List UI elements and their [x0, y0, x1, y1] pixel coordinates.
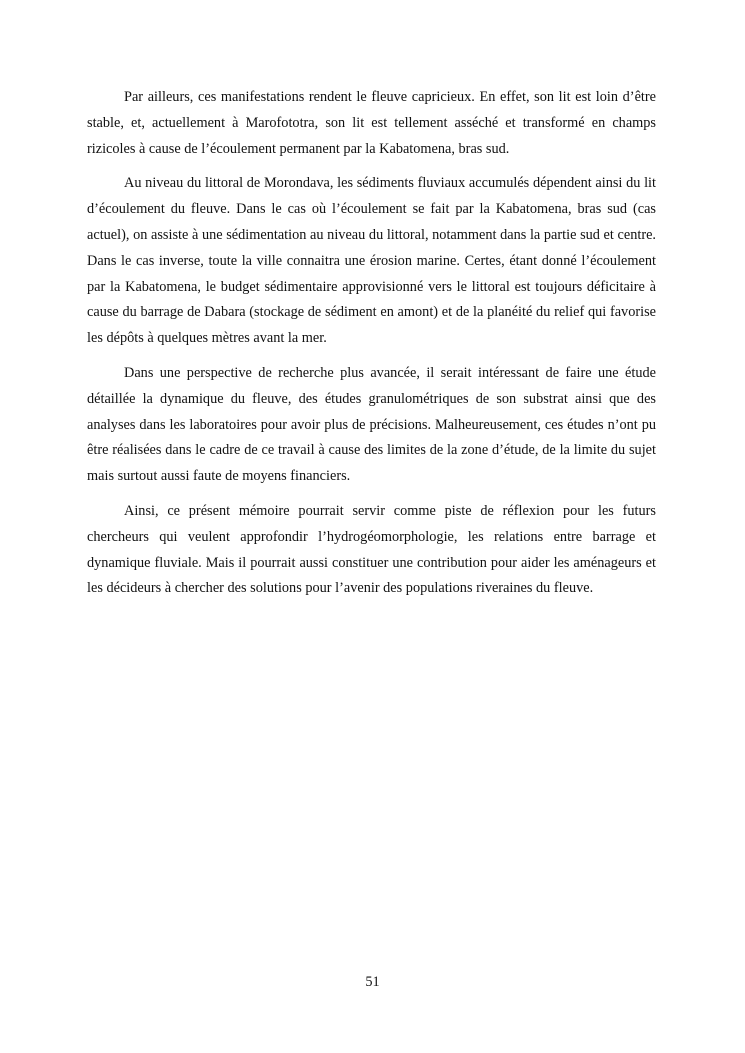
paragraph: Par ailleurs, ces manifestations rendent le fleuve capricieux. En effet, son lit est loin d’être stable, et, actuellement à Marofototra, son lit est tellement asséché et transformé en champs rizicoles à cause de l’écoulement permanent par la Kabatomena, bras sud. — [87, 89, 656, 157]
page-number: 51 — [365, 974, 380, 990]
paragraph: Au niveau du littoral de Morondava, les sédiments fluviaux accumulés dépendent ainsi du lit d’écoulement du fleuve. Dans le cas où l’écoulement se fait par la Kabatomena, bras sud (cas actuel), on assiste à une sédimentation au niveau du littoral, notamment dans la partie sud et centre. Dans le cas inverse, toute la ville connaitra une érosion marine. Certes, étant donné l’écoulement par la Kabatomena, le budget sédimentaire approvisionné vers le littoral est toujours déficitaire à cause du barrage de Dabara (stockage de sédiment en amont) et de la planéité du relief qui favorise les dépôts à quelques mètres avant la mer. — [87, 175, 656, 347]
paragraph: Dans une perspective de recherche plus avancée, il serait intéressant de faire une étude détaillée la dynamique du fleuve, des études granulométriques de son substrat ainsi que des analyses dans les laboratoires pour avoir plus de précisions. Malheureusement, ces études n’ont pu être réalisées dans le cadre de ce travail à cause des limites de la zone d’étude, de la limite du sujet mais surtout aussi faute de moyens financiers. — [87, 364, 656, 485]
paragraph: Ainsi, ce présent mémoire pourrait servir comme piste de réflexion pour les futurs chercheurs qui veulent approfondir l’hydrogéomorphologie, les relations entre barrage et dynamique fluviale. Mais il pourrait aussi constituer une contribution pour aider les aménageurs et les décideurs à chercher des solutions pour l’avenir des populations riveraines du fleuve. — [87, 502, 656, 597]
body-text — [87, 85, 656, 611]
